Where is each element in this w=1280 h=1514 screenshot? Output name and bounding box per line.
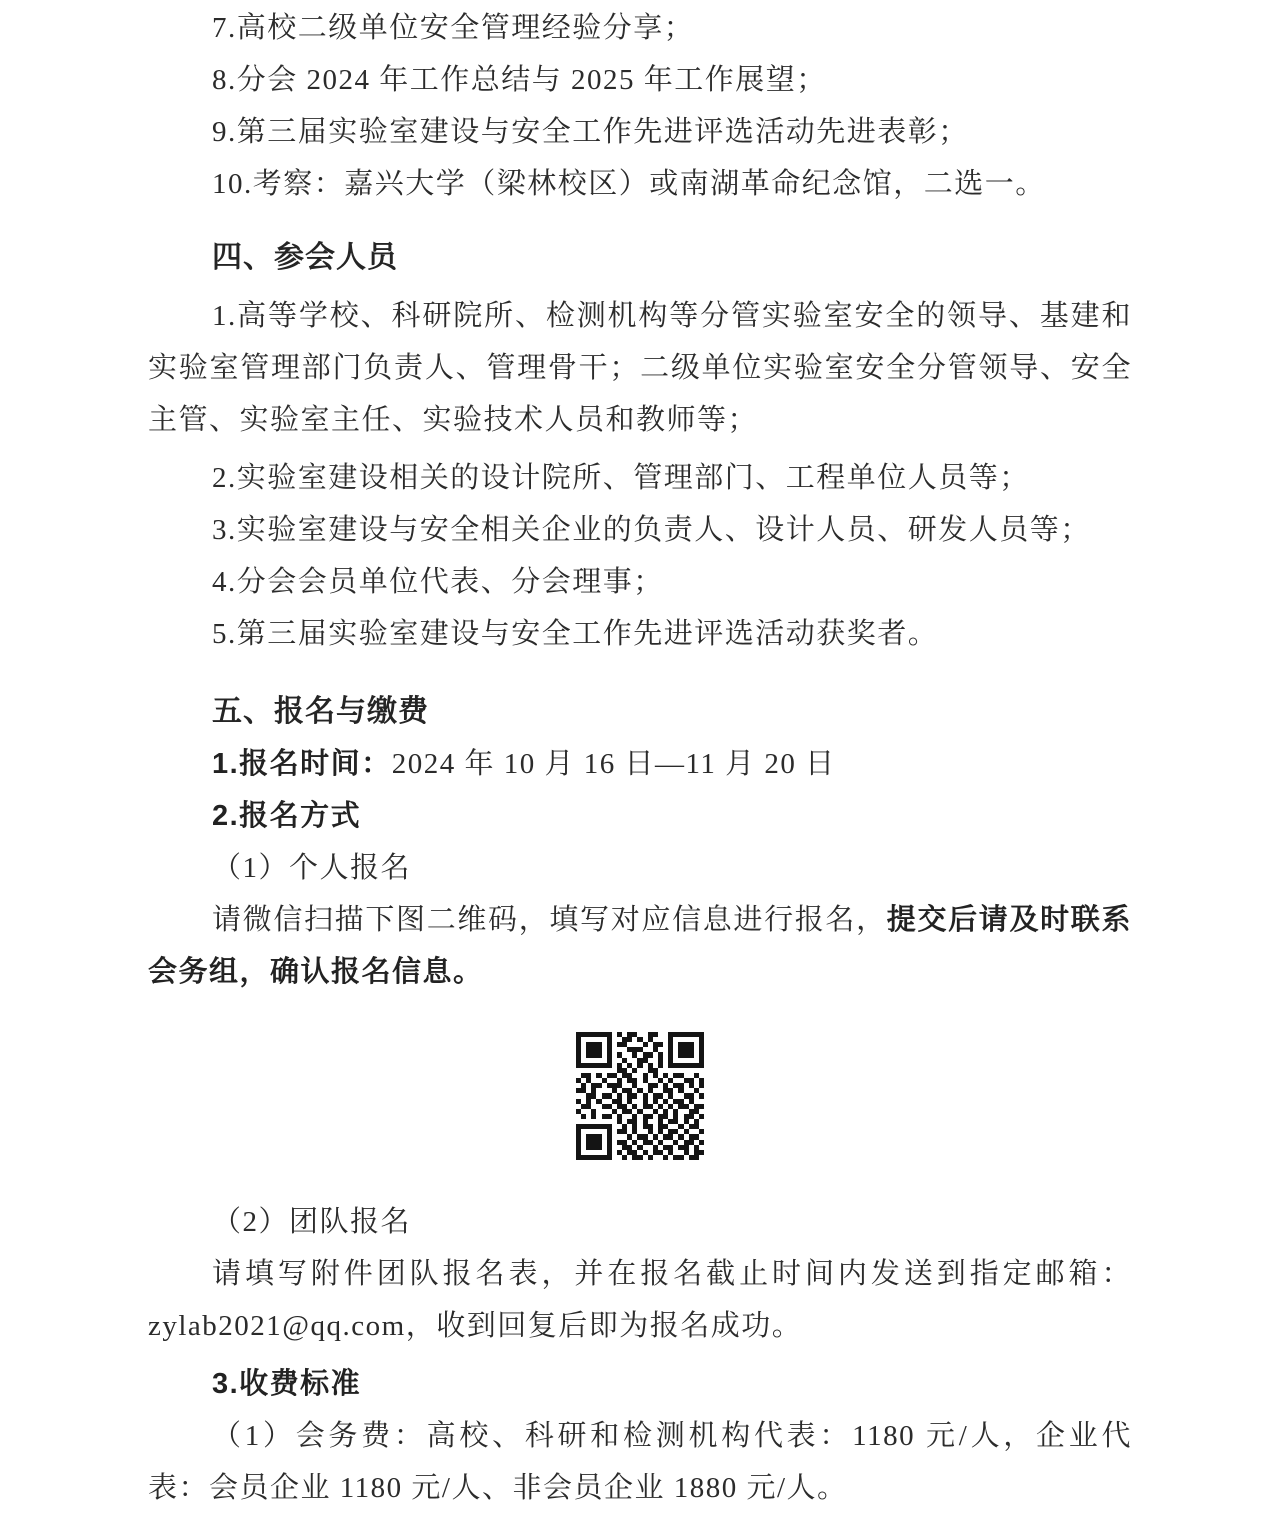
fee-text: （1）会务费：高校、科研和检测机构代表：1180 元/人，企业代表：会员企业 1180 元/人、非会员企业 1880 元/人。 bbox=[148, 1420, 1132, 1504]
email-address: zylab2021@qq.com bbox=[148, 1310, 406, 1342]
participants-item-4: 4.分会会员单位代表、分会理事； bbox=[212, 566, 664, 598]
participants-item-1: 1.高等学校、科研院所、检测机构等分管实验室安全的领导、基建和实验室管理部门负责人、管理骨干；二级单位实验室安全分管领导、安全主管、实验室主任、实验技术人员和教师等； bbox=[148, 300, 1132, 436]
qr-code-container bbox=[148, 1032, 1132, 1160]
registration-time-value: 2024 年 10 月 16 日—11 月 20 日 bbox=[391, 748, 836, 780]
registration-time-label: 1.报名时间： bbox=[212, 748, 392, 780]
section-heading-registration: 五、报名与缴费 bbox=[212, 695, 429, 728]
individual-registration-text bbox=[148, 894, 1132, 998]
team-registration-text-pre: 请填写附件团队报名表，并在报名截止时间内发送到指定邮箱： bbox=[212, 1258, 1132, 1290]
individual-registration-title: （1）个人报名 bbox=[212, 852, 412, 884]
participants-item-3: 3.实验室建设与安全相关企业的负责人、设计人员、研发人员等； bbox=[212, 514, 1091, 546]
fee-standard-label: 3.收费标准 bbox=[212, 1368, 362, 1400]
individual-registration-text-regular: 请微信扫描下图二维码，填写对应信息进行报名， bbox=[212, 904, 887, 936]
participants-item-5: 5.第三届实验室建设与安全工作先进评选活动获奖者。 bbox=[212, 618, 939, 650]
team-registration-text bbox=[148, 1248, 1132, 1352]
section-heading-participants: 四、参会人员 bbox=[212, 241, 398, 274]
agenda-item-9: 9.第三届实验室建设与安全工作先进评选活动先进表彰； bbox=[212, 116, 969, 148]
team-registration-text-post: ，收到回复后即为报名成功。 bbox=[405, 1310, 803, 1342]
registration-time bbox=[148, 738, 1132, 790]
individual-registration-text-bold: 提交后请及时联系会务组，确认报名信息。 bbox=[148, 904, 1132, 988]
team-registration-title: （2）团队报名 bbox=[212, 1206, 412, 1238]
participants-item-2: 2.实验室建设相关的设计院所、管理部门、工程单位人员等； bbox=[212, 462, 1030, 494]
registration-method-label: 2.报名方式 bbox=[212, 800, 362, 832]
qr-code bbox=[576, 1032, 704, 1160]
agenda-item-10: 10.考察：嘉兴大学（梁林校区）或南湖革命纪念馆，二选一。 bbox=[212, 168, 1046, 200]
agenda-item-7: 7.高校二级单位安全管理经验分享； bbox=[212, 12, 695, 44]
agenda-item-8: 8.分会 2024 年工作总结与 2025 年工作展望； bbox=[212, 64, 827, 96]
